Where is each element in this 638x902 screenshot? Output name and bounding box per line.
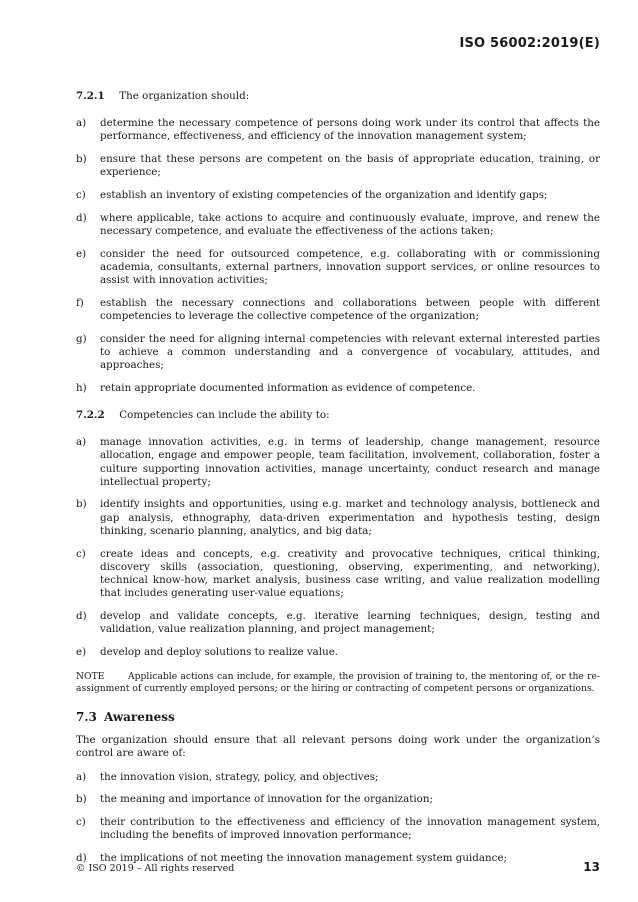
item-label: a) — [76, 770, 87, 783]
item-label: c) — [76, 189, 86, 202]
list-item — [76, 189, 600, 202]
list-item — [76, 548, 600, 601]
standard-identifier: ISO 56002:2019(E) — [459, 36, 600, 51]
item-text: consider the need for outsourced competence, e.g. collaborating with or commissioning academia, consultants, external partners, innovation support services, or online resources to assist with innovation activities; — [100, 247, 600, 287]
clause-intro: The organization should: — [119, 90, 250, 102]
item-label: a) — [76, 117, 87, 130]
list-item — [76, 382, 600, 395]
item-label: h) — [76, 381, 87, 394]
section-number: 7.3 — [76, 710, 97, 724]
item-label: e) — [76, 247, 87, 260]
page-content — [76, 90, 600, 875]
item-label: e) — [76, 645, 87, 658]
clause-number: 7.2.1 — [76, 90, 105, 102]
list-item — [76, 646, 600, 659]
item-text: consider the need for aligning internal competencies with relevant external interested parties to achieve a common understanding and a convergence of vocabulary, attitudes, and approaches; — [100, 332, 600, 372]
clause-intro: Competencies can include the ability to: — [119, 408, 330, 421]
section-7-3-list — [76, 771, 600, 866]
item-text: establish an inventory of existing competencies of the organization and identify gaps; — [100, 189, 548, 202]
item-label: b) — [76, 793, 87, 806]
list-item — [76, 816, 600, 842]
item-label: g) — [76, 332, 87, 345]
clause-7-2-1-list — [76, 117, 600, 395]
section-7-3-heading — [76, 711, 600, 724]
list-item — [76, 771, 600, 784]
item-text: develop and deploy solutions to realize value. — [100, 645, 339, 658]
list-item — [76, 498, 600, 538]
page-footer — [76, 860, 600, 874]
section-title: Awareness — [104, 710, 175, 724]
item-text: establish the necessary connections and collaborations between people with different competencies to leverage the collective competence of the organization; — [100, 296, 600, 322]
note-label: NOTE — [76, 671, 105, 682]
note-text: Applicable actions can include, for example, the provision of training to, the mentoring of, or the re-assignment of currently employed persons; or the hiring or contracting of competent persons or organizations. — [76, 671, 600, 694]
clause-7-2-2-heading — [76, 409, 600, 422]
list-item — [76, 436, 600, 489]
list-item — [76, 248, 600, 288]
item-text: where applicable, take actions to acquire and continuously evaluate, improve, and renew the necessary competence, and evaluate the effectiveness of the actions taken; — [100, 211, 600, 237]
item-label: c) — [76, 547, 86, 560]
item-text: identify insights and opportunities, using e.g. market and technology analysis, bottleneck and gap analysis, ethnography, data-driven experimentation and hypothesis testing, design thinking, scenario planning, analytics, and big data; — [100, 498, 600, 537]
item-text: determine the necessary competence of persons doing work under its control that affects the performance, effectiveness, and efficiency of the innovation management system; — [100, 117, 600, 143]
list-item — [76, 212, 600, 238]
note — [76, 671, 600, 695]
item-label: b) — [76, 498, 87, 511]
item-text: the implications of not meeting the innovation management system guidance; — [100, 851, 508, 864]
item-label: b) — [76, 153, 87, 166]
list-item — [76, 297, 600, 323]
list-item — [76, 153, 600, 179]
item-label: d) — [76, 211, 87, 224]
item-label: d) — [76, 851, 87, 864]
item-label: a) — [76, 436, 87, 449]
item-label: d) — [76, 609, 87, 622]
item-text: their contribution to the effectiveness and efficiency of the innovation management system, including the benefits of improved innovation performance; — [100, 816, 600, 842]
section-intro: The organization should ensure that all relevant persons doing work under the organization’s control are aware of: — [76, 734, 600, 760]
list-item — [76, 610, 600, 636]
list-item — [76, 793, 600, 806]
item-text: the meaning and importance of innovation for the organization; — [100, 793, 433, 806]
item-text: develop and validate concepts, e.g. iterative learning techniques, design, testing and validation, value realization planning, and project management; — [100, 609, 600, 636]
list-item — [76, 333, 600, 373]
item-label: c) — [76, 816, 86, 829]
page-number: 13 — [583, 860, 600, 874]
item-label: f) — [76, 296, 84, 309]
item-text: retain appropriate documented information as evidence of competence. — [100, 381, 476, 394]
list-item — [76, 117, 600, 143]
copyright-notice: © ISO 2019 – All rights reserved — [76, 863, 235, 874]
item-text: ensure that these persons are competent on the basis of appropriate education, training, or experience; — [100, 153, 600, 179]
item-text: the innovation vision, strategy, policy, and objectives; — [100, 770, 379, 783]
clause-number: 7.2.2 — [76, 408, 105, 421]
item-text: create ideas and concepts, e.g. creativity and provocative techniques, critical thinking, discovery skills (association, questioning, observing, experimenting, and networking), technical know-how, market analysis, business case writing, and value realization modelling that includes generating user-value equations; — [100, 547, 600, 600]
clause-7-2-1-heading — [76, 90, 600, 103]
item-text: manage innovation activities, e.g. in terms of leadership, change management, resource allocation, engage and empower people, team facilitation, involvement, collaboration, foster a culture supporting innovation activities, manage uncertainty, conduct research and manage intellectual property; — [100, 436, 600, 488]
clause-7-2-2-list — [76, 436, 600, 659]
